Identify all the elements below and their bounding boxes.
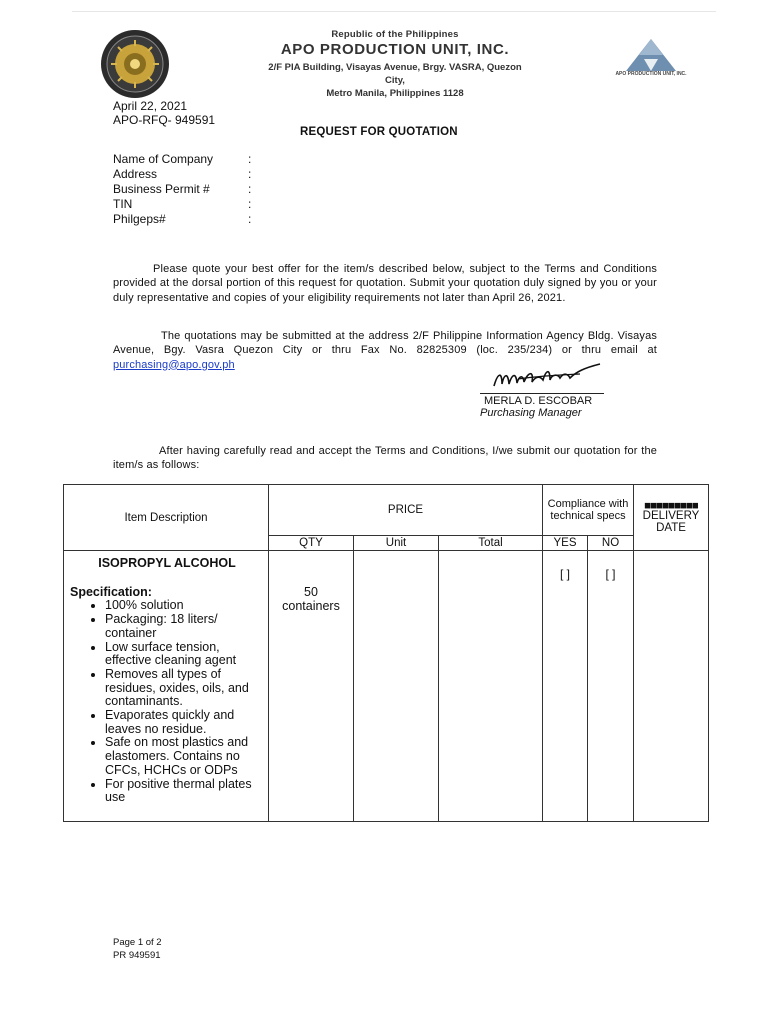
total-price-cell[interactable] [439, 551, 543, 822]
item-name: ISOPROPYL ALCOHOL [98, 556, 236, 570]
republic-text: Republic of the Philippines [331, 29, 459, 40]
list-item: • Low surface tension, effective cleaning agent [105, 641, 264, 668]
item-description-cell [64, 551, 269, 822]
submission-paragraph: The quotations may be submitted at the address 2/F Philippine Information Agency Bldg. Visayas Avenue, Bgy. Vasra Quezon City or thru Fax No. 82825309 (loc. 235/234) or thru email at purchasing@apo.gov.ph [113, 330, 657, 371]
list-item: • Removes all types of residues, oxides, oils, and contaminants. [105, 668, 264, 709]
top-rule [72, 11, 716, 12]
agency-name: APO PRODUCTION UNIT, INC. [280, 41, 510, 58]
list-item: • Safe on most plastics and elastomers. Contains no CFCs, HCHCs or ODPs [105, 736, 264, 777]
header-no: NO [588, 536, 634, 551]
qty-cell [269, 551, 354, 822]
signatory-name: MERLA D. ESCOBAR [484, 395, 593, 407]
delivery-dots: ■■■■■■■■■ [644, 499, 698, 512]
rfq-number: APO-RFQ- 949591 [113, 113, 216, 127]
signature-line [480, 393, 604, 394]
no-checkbox[interactable]: [ ] [588, 551, 634, 822]
field-tin: TIN : [113, 197, 252, 211]
header-yes: YES [543, 536, 588, 551]
field-business-permit: Business Permit # : [113, 182, 252, 196]
header-qty: QTY [269, 536, 354, 551]
field-address: Address : [113, 167, 252, 181]
signature-icon [488, 362, 608, 396]
list-item: • For positive thermal plates use [105, 778, 264, 805]
instruction-paragraph: Please quote your best offer for the item/s described below, subject to the Terms and Conditions provided at the dorsal portion of this request for quotation. Submit your quotation duly signed by you or your duly representative and copies of your eligibility requirements not later than April 26, 2021. [113, 263, 657, 304]
page-number: Page 1 of 2 [113, 937, 162, 948]
header-delivery-date: ■■■■■■■■■ DELIVERY DATE [634, 485, 709, 551]
table-row [64, 551, 709, 822]
logo-caption: APO PRODUCTION UNIT, INC. [615, 71, 687, 77]
field-company: Name of Company : [113, 152, 252, 166]
items-table [63, 484, 709, 822]
agency-address-line2: Metro Manila, Philippines 1128 [326, 88, 464, 99]
spec-label: Specification: [70, 584, 152, 599]
list-item: • Packaging: 18 liters/ container [105, 613, 264, 640]
supplier-fields [113, 152, 251, 227]
pr-number: PR 949591 [113, 950, 161, 961]
agency-address-line1: 2/F PIA Building, Visayas Avenue, Brgy. VASRA, Quezon City, [268, 62, 522, 86]
letterhead [260, 29, 530, 100]
header-total: Total [439, 536, 543, 551]
list-item: • Evaporates quickly and leaves no residue. [105, 709, 264, 736]
unit-price-cell[interactable] [354, 551, 439, 822]
date-block [113, 99, 215, 127]
header-item-description: Item Description [64, 485, 269, 551]
qty-value: 50 [304, 585, 318, 599]
header-compliance: Compliance with technical specs [543, 485, 634, 536]
delivery-date-cell[interactable] [634, 551, 709, 822]
page-footer [113, 936, 162, 962]
email-link[interactable]: purchasing@apo.gov.ph [113, 358, 235, 371]
list-item: • 100% solution [105, 599, 264, 613]
field-philgeps: Philgeps# : [113, 212, 252, 226]
qty-unit: containers [282, 599, 340, 613]
document-title: REQUEST FOR QUOTATION [300, 126, 458, 138]
header-unit: Unit [354, 536, 439, 551]
signatory-title: Purchasing Manager [480, 407, 582, 419]
date: April 22, 2021 [113, 99, 188, 113]
agency-seal-icon [100, 29, 170, 99]
spec-list [70, 599, 264, 805]
header-price: PRICE [269, 485, 543, 536]
yes-checkbox[interactable]: [ ] [543, 551, 588, 822]
acceptance-paragraph: After having carefully read and accept the Terms and Conditions, I/we submit our quotation for the item/s as follows: [113, 445, 657, 472]
